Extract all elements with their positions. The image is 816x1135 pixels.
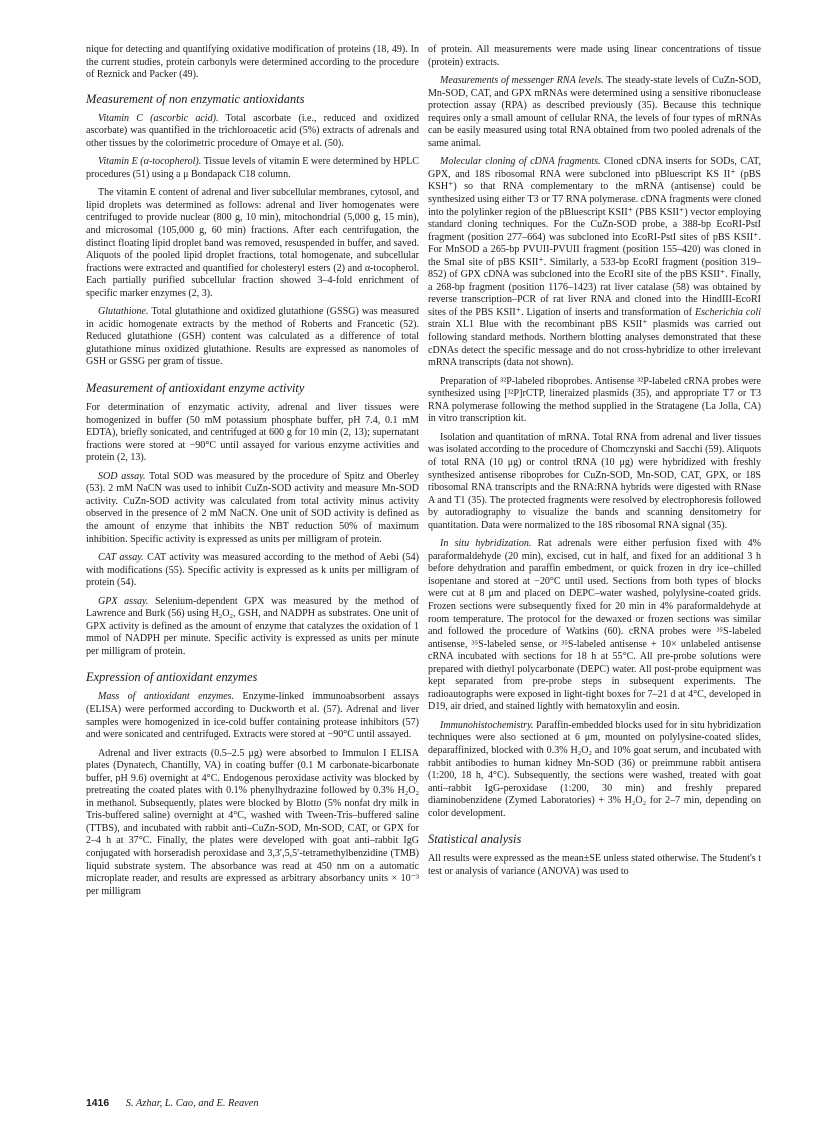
paragraph-mrna-isolation: Isolation and quantitation of mRNA. Total RNA from adrenal and liver tissues was isolated according to the procedure of Chomczynski and Sacchi (59). Aliquots of total RNA (10 μg) or control tRNA (10 μg) were hybridized with freshly synthesized antisense riboprobes for CuZn-SOD, Mn-SOD, CAT, GPX, or 18S ribosomal RNA transcripts and the RNA:RNA hybrids were digested with RNase A and T1 (35). The protected fragments were resolved by electrophoresis followed by autoradiography to visualize the bands and scanning densitometry for quantitation. Data were normalized to the 18S ribosomal RNA signal (35).: [428, 431, 761, 531]
paragraph-molecular-cloning: [428, 156, 761, 369]
ecoli-species-name: Escherichia coli: [694, 306, 761, 318]
section-heading-expression: Expression of antioxidant enzymes: [86, 670, 258, 685]
run-in-head-sod: SOD assay.: [98, 470, 146, 482]
page-number: 1416: [86, 1098, 110, 1109]
run-in-head-cat: CAT assay.: [98, 552, 144, 564]
run-in-head-glutathione: Glutathione.: [98, 306, 149, 318]
paragraph-enzyme-intro: For determination of enzymatic activity, adrenal and liver tissues were homogenized in buffer (50 mM potassium phosphate buffer, pH 7.4, 0.1 mM EDTA), briefly sonicated, and centrifuged at 600 g for 10 min (2, 13); supernatant fractions were stored at −90°C until assayed for various enzyme activities and protein (2, 13).: [86, 402, 419, 464]
run-in-head-in-situ: In situ hybridization.: [440, 538, 532, 550]
mrna-text: The steady-state levels of CuZn-SOD, Mn-SOD, CAT, and GPX mRNAs were determined using a sensitive ribonuclease protection assay (RPA) as described previously (35). Because this technique requires only a small amount of cellular RNA, the levels of four types of mRNAs can be easily measured using total RNA obtained from two pooled adrenals of the same animal.: [428, 75, 761, 149]
run-in-head-cloning: Molecular cloning of cDNA fragments.: [440, 156, 601, 168]
running-authors: S. Azhar, L. Cao, and E. Reaven: [125, 1098, 259, 1109]
section-heading-nonenzymatic: Measurement of non enzymatic antioxidants: [86, 91, 305, 106]
paragraph-glutathione: [86, 306, 419, 369]
left-column: [86, 44, 419, 898]
run-in-head-ihc: Immunohistochemistry.: [440, 719, 534, 731]
paragraph-protein-continuation: of protein. All measurements were made using linear concentrations of tissue (protein) extracts.: [428, 44, 761, 68]
glutathione-text: Total glutathione and oxidized glutathione (GSSG) was measured in acidic homogenate extracts by the method of Roberts and Francetic (52). Reduced glutathione (GSH) content was calculated as a difference of total glutathione minus oxidized glutathione. Results are expressed as nanomoles of GSH or GSSG per gram of tissue.: [86, 306, 419, 368]
cat-text: CAT activity was measured according to the method of Aebi (54) with modifications (55). Specific activity is expressed as k units per milligram of protein (54).: [86, 552, 420, 589]
paragraph-vitamin-e-content: The vitamin E content of adrenal and liver subcellular membranes, cytosol, and lipid droplets was determined as follows: adrenal and liver homogenates were centrifuged to provide nuclear (800 g, 10 min), mitochondrial (5,000 g, 15 min), and microsomal (105,000 g, 60 min) fractions. After each centrifugation, the distinct floating lipid droplet band was removed, resuspended in buffer, and saved. Aliquots of the pooled lipid droplet fractions, total homogenate, and subcellular fractions were extracted and quantified for cholesteryl esters (2) and α-tocopherol. Each partially purified subcellular fraction showed 3–4-fold enrichment of specific marker enzymes (2, 3).: [86, 187, 419, 299]
paragraph-elisa: Adrenal and liver extracts (0.5–2.5 μg) were absorbed to Immulon I ELISA plates (Dynatech, Chantilly, VA) in coating buffer (0.1 M carbonate-bicarbonate buffer, pH 9.6) overnight at 4°C. Endogenous peroxidase activity was blocked by pretreating the coated plates with 0.1% phenylhydrazine followed by 0.3% H₂O₂ in methanol. Subsequently, plates were blocked by Blotto (5% nonfat dry milk in Tris-buffered saline) overnight at 4°C, washed with Tween-Tris–buffered saline (TTBS), and incubated with rabbit anti–CuZn-SOD, Mn-SOD, CAT, or GPX for 2–4 h at 37°C. Finally, the plates were developed with goat anti–rabbit IgG conjugated with horseradish peroxidase and 3,3′,5,5′-tetramethylbenzidine (TMB) liquid substrate system. The absorbance was read at 450 nm on a automatic microplate reader, and results are expressed as arbitrary absorbancy units × 10⁻³ per milligram: [86, 747, 419, 897]
page-footer: [86, 1098, 259, 1109]
paragraph-in-situ: [428, 538, 761, 714]
run-in-head-vitamin-c: Vitamin C (ascorbic acid).: [98, 112, 219, 124]
run-in-head-vitamin-e: Vitamin E (α-tocopherol).: [98, 156, 202, 168]
section-heading-statistical: Statistical analysis: [428, 832, 522, 847]
paragraph-vitamin-e: [86, 156, 419, 181]
paragraph-statistics: All results were expressed as the mean±SE unless stated otherwise. The Student's t test or analysis of variance (ANOVA) was used to: [428, 853, 761, 877]
right-column: [428, 44, 761, 878]
ihc-text: Paraffin-embedded blocks used for in situ hybridization techniques were also sectioned at 6 μm, mounted on polylysine-coated slides, deparaffinized, blocked with 0.3% H₂O₂ and 10% goat serum, and incubated with rabbit antibodies to human kidney Mn-SOD (36) or preimmune rabbit antisera (1:200, 18 h, 4°C). Subsequently, the sections were washed, treated with goat anti–rabbit IgG-peroxidase (1:200, 30 min) and freshly prepared diaminobenzidene (Zymed Laboratories) + 3% H₂O₂ for 2–7 min, depending on color development.: [428, 719, 761, 819]
run-in-head-mrna: Measurements of messenger RNA levels.: [440, 75, 604, 87]
paragraph-protein-carbonyls: nique for detecting and quantifying oxidative modification of proteins (18, 49). In the current studies, protein carbonyls were determined according to the procedure of Reznick and Packer (49).: [86, 44, 419, 81]
section-heading-enzyme-activity: Measurement of antioxidant enzyme activity: [86, 381, 305, 396]
run-in-head-gpx: GPX assay.: [98, 595, 149, 607]
cloning-text: Cloned cDNA inserts for SODs, CAT, GPX, and 18S ribosomal RNA were subcloned into pBluescript KS II⁺ (pBS KSH⁺) so that RNA complementary to the mRNA (antisense) could be synthesized using either T3 or T7 RNA polymerase. cDNA fragments were cloned into the polylinker region of the pBluescript KSII⁺ (PBS KSII⁺) vector employing standard cloning techniques. For the CuZn-SOD probe, a 388-bp EcoRI-PstI fragment (position 277–664) was subcloned into EcoRI-PstI sites of pBS KSII⁺. For MnSOD a 265-bp PVUII-PVUII fragment (position 155–420) was cloned in the SmaI site of pBS KSII⁺. Similarly, a 533-bp EcoRI fragment (position 319–852) of GPX cDNA was subcloned into the EcoRI site of the pBS KSII⁺. Finally, a 268-bp fragment (position 1176–1423) rat liver catalase (58) was obtained by reverse transcription–PCR of rat liver RNA and cloned into the HindIII-EcoRI sites of the PBS KSII⁺. Ligation of inserts and transformation of: [428, 156, 761, 318]
paragraph-cat-assay: [86, 552, 419, 590]
vitamin-c-text: Total ascorbate (i.e., reduced and oxidized ascorbate) was quantified in the trichloroacetic acid (5%) extracts of adrenals and other tissues by the colorimetric procedure of Omaye et al. (50).: [86, 112, 419, 149]
mass-text: Enzyme-linked immunoabsorbent assays (ELISA) were performed according to Duckworth et al. (57). Adrenal and liver samples were homogenized in ice-cold buffer containing protease inhibitors (57) and were sonicated and centrifuged. Extracts were stored at −90°C until assayed.: [86, 691, 419, 741]
in-situ-text: Rat adrenals were either perfusion fixed with 4% paraformaldehyde (20 min), excised, cut in half, and fixed for an additional 3 h before dehydration and paraffin embedment, or quick frozen in dry ice–chilled isopentane and stored at −20°C until used. Sections from both types of blocks were cut at 8 μm and placed on DEPC–water washed, polylysine-coated grids. Frozen sections were subsequently fixed for 20 min in 4% paraformaldehyde at room temperature. The protocol for the dewaxed or frozen sections was similar and followed the procedure of Watkins (60). cRNA probes were ³⁵S-labeled antisense, ³⁵S-labeled sense, or ³⁵S-labeled antisense + 10× unlabeled antisense cRNA incubated with sections for 18 h at 55°C. All pre-probe solutions were prepared with diethyl polycarbonate (DEPC) water. All post-probe equipment was kept separated from pre-probe steps in subsequent experiments. The radioautographs were exposed in light-tight boxes for 7–21 d at 4°C, developed in D19, air dried, and stained lightly with hematoxylin and eosin.: [428, 538, 761, 713]
paragraph-riboprobe-prep: Preparation of ³²P-labeled riboprobes. Antisense ³²P-labeled cRNA probes were synthesized using [³²P]rCTP, lineraized plasmids (35), and appropriate T7 or T3 RNA polymerase following the method supplied in the Stratagene (La Jolla, CA) in vitro transcription kit.: [428, 375, 761, 425]
cloning-text-continued: strain XL1 Blue with the recombinant pBS KSII⁺ plasmids was carried out following standard methods. Northern blotting analyses demonstrated that these cDNAs detect the specific message and do not cross-hybridize to other irrelevant mRNA transcripts (data not shown).: [428, 319, 761, 369]
paragraph-sod-assay: [86, 471, 419, 546]
gpx-text: Selenium-dependent GPX was measured by the method of Lawrence and Burk (56) using H₂O₂, GSH, and NADPH as substrates. One unit of GPX activity is defined as the amount of enzyme that catalyzes the oxidation of 1 mmol of NADPH per minute. Specific activity is expressed as units per minute per milligram of protein.: [86, 595, 419, 657]
run-in-head-mass: Mass of antioxidant enzymes.: [98, 691, 235, 703]
vitamin-e-text: Tissue levels of vitamin E were determined by HPLC procedures (51) using a μ Bondapack C18 column.: [86, 156, 419, 180]
paragraph-gpx-assay: [86, 596, 419, 659]
paragraph-enzyme-mass: [86, 691, 419, 741]
sod-text: Total SOD was measured by the procedure of Spitz and Oberley (53). 2 mM NaCN was used to inhibit CuZn-SOD activity and measure Mn-SOD activity. CuZn-SOD activity was calculated from total activity minus activity observed in the presence of 2 mM NaCN. One unit of SOD activity is defined as the amount of enzyme that inhibits the NBT reduction 50% of maximum inhibition. Specific activity is expressed as units per milligram of protein.: [86, 470, 419, 545]
paragraph-mrna-levels: [428, 75, 761, 150]
paragraph-vitamin-c: [86, 113, 419, 151]
paragraph-immunohistochemistry: [428, 720, 761, 820]
